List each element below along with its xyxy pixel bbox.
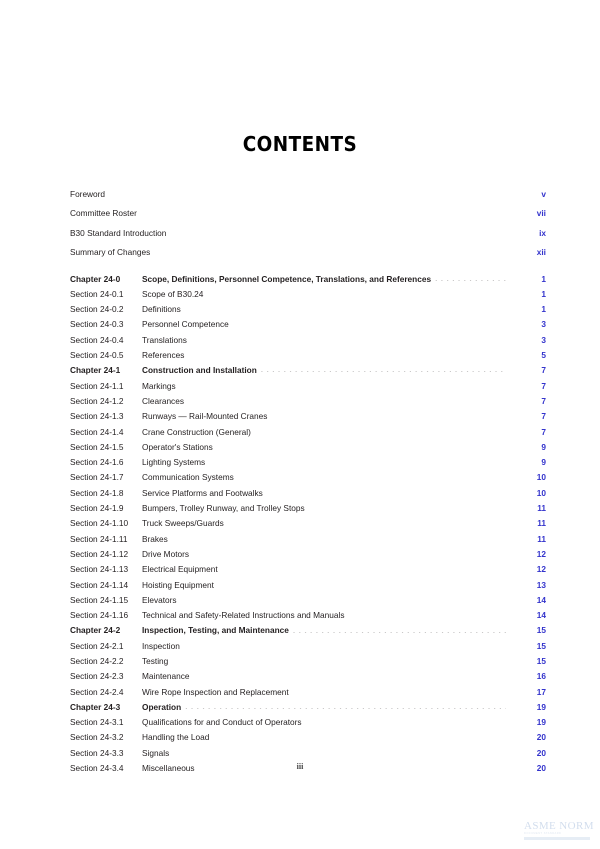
toc-entry-title: Drive Motors	[142, 548, 190, 559]
toc-page-number[interactable]: 9	[541, 441, 546, 452]
toc-entry-label: Chapter 24-1	[70, 365, 121, 376]
toc-dot-leader	[435, 280, 506, 281]
toc-entry-title: Scope of B30.24	[142, 288, 204, 299]
toc-dot-leader	[293, 632, 506, 633]
toc-page-number[interactable]: 19	[536, 701, 546, 712]
toc-entry-title: Definitions	[142, 304, 181, 315]
toc-section-row[interactable]	[70, 608, 546, 623]
toc-section-row[interactable]	[70, 532, 546, 547]
toc-dot-leader	[170, 234, 506, 235]
toc-entry-title: Inspection, Testing, and Maintenance	[142, 625, 289, 636]
toc-entry-title: Operation	[142, 701, 182, 712]
toc-section-row[interactable]	[70, 486, 546, 501]
toc-page-number[interactable]: xii	[536, 247, 546, 258]
section-spacer	[70, 263, 546, 272]
toc-entry-label: Section 24-1.3	[70, 411, 124, 422]
toc-dot-leader	[293, 693, 506, 694]
watermark-subtitle: DOCUMENT STANDARD	[524, 832, 562, 835]
toc-chapter-row[interactable]	[70, 272, 546, 287]
toc-page-number[interactable]: 5	[541, 350, 546, 361]
toc-dot-leader	[141, 215, 506, 216]
toc-entry-title: Foreword	[70, 189, 106, 199]
toc-dot-leader	[228, 524, 506, 525]
toc-page-number[interactable]: 15	[536, 625, 546, 636]
toc-page-number[interactable]: 11	[537, 518, 546, 529]
toc-entry-label: Section 24-3.2	[70, 732, 124, 743]
toc-section-row[interactable]	[70, 746, 546, 761]
toc-dot-leader	[255, 433, 506, 434]
toc-entry-label: Section 24-3.4	[70, 763, 124, 774]
toc-page-number[interactable]: 20	[536, 732, 546, 743]
toc-entry-label: Section 24-1.14	[70, 579, 129, 590]
toc-dot-leader	[222, 570, 506, 571]
table-of-contents	[70, 185, 546, 776]
toc-entry-label: Section 24-1.5	[70, 441, 124, 452]
toc-dot-leader	[193, 555, 506, 556]
toc-entry-title: Operator's Stations	[142, 441, 213, 452]
folio-page-number: iii	[296, 762, 304, 771]
toc-page-number[interactable]: 20	[536, 747, 546, 758]
toc-entry-label: Section 24-1.6	[70, 457, 124, 468]
toc-section-row[interactable]	[70, 470, 546, 485]
toc-entry-title: Service Platforms and Footwalks	[142, 487, 263, 498]
toc-entry-title: Qualifications for and Conduct of Operators	[142, 717, 302, 728]
toc-dot-leader	[180, 387, 506, 388]
toc-entry-label: Section 24-1.15	[70, 594, 129, 605]
toc-section-row[interactable]	[70, 639, 546, 654]
toc-entry-title: Markings	[142, 380, 176, 391]
toc-page-number[interactable]: 7	[541, 365, 546, 376]
toc-entry-title: Maintenance	[142, 671, 190, 682]
toc-page-number[interactable]: 3	[541, 319, 546, 330]
toc-entry-label: Section 24-1.8	[70, 487, 124, 498]
toc-chapter-row[interactable]	[70, 623, 546, 638]
toc-section-row[interactable]	[70, 317, 546, 332]
toc-entry-title: Hoisting Equipment	[142, 579, 214, 590]
toc-entry-label: Section 24-3.1	[70, 717, 124, 728]
toc-dot-leader	[209, 463, 506, 464]
toc-entry-label: Section 24-2.2	[70, 655, 124, 666]
chapter-section-list	[70, 272, 546, 777]
toc-page-number[interactable]: 1	[541, 273, 546, 284]
toc-chapter-row[interactable]	[70, 363, 546, 378]
toc-dot-leader	[185, 708, 506, 709]
toc-entry-title: Crane Construction (General)	[142, 426, 251, 437]
toc-page-number[interactable]: 14	[536, 594, 546, 605]
toc-dot-leader	[261, 371, 506, 372]
toc-section-row[interactable]	[70, 669, 546, 684]
toc-dot-leader	[188, 356, 506, 357]
toc-entry-title: Construction and Installation	[142, 365, 257, 376]
toc-front-matter-row[interactable]	[70, 243, 546, 262]
toc-dot-leader	[213, 739, 506, 740]
toc-section-row[interactable]	[70, 562, 546, 577]
toc-page-number[interactable]: 7	[541, 426, 546, 437]
toc-page-number[interactable]: 10	[536, 472, 546, 483]
toc-page-number[interactable]: 12	[536, 548, 546, 559]
toc-entry-title: Truck Sweeps/Guards	[142, 518, 224, 529]
toc-section-row[interactable]	[70, 516, 546, 531]
toc-entry-title: Translations	[142, 334, 187, 345]
toc-entry-label: Section 24-1.1	[70, 380, 124, 391]
toc-page-number[interactable]: ix	[539, 227, 546, 238]
toc-section-row[interactable]	[70, 440, 546, 455]
toc-page-number[interactable]: 1	[541, 288, 546, 299]
toc-entry-title: Lighting Systems	[142, 457, 206, 468]
toc-page-number[interactable]: vii	[536, 208, 546, 219]
toc-chapter-row[interactable]	[70, 700, 546, 715]
toc-dot-leader	[181, 601, 506, 602]
front-matter-list	[70, 185, 546, 263]
toc-dot-leader	[271, 417, 506, 418]
toc-entry-label: Section 24-0.3	[70, 319, 124, 330]
toc-section-row[interactable]	[70, 379, 546, 394]
toc-page-number[interactable]: 15	[536, 655, 546, 666]
toc-section-row[interactable]	[70, 394, 546, 409]
toc-entry-title: Brakes	[142, 533, 168, 544]
toc-entry-label: Section 24-0.2	[70, 304, 124, 315]
toc-section-row[interactable]	[70, 455, 546, 470]
toc-dot-leader	[188, 402, 506, 403]
toc-entry-label: Section 24-1.4	[70, 426, 124, 437]
toc-dot-leader	[172, 662, 506, 663]
toc-page-number[interactable]: 1	[541, 304, 546, 315]
toc-page-number[interactable]: 12	[536, 564, 546, 575]
toc-section-row[interactable]	[70, 715, 546, 730]
toc-entry-title: Signals	[142, 747, 170, 758]
toc-entry-title: Clearances	[142, 395, 184, 406]
toc-page-number[interactable]: 11	[537, 503, 546, 514]
toc-section-row[interactable]	[70, 425, 546, 440]
toc-entry-title: Technical and Safety-Related Instructions and Manuals	[142, 610, 345, 621]
toc-dot-leader	[185, 310, 506, 311]
toc-front-matter-row[interactable]	[70, 185, 546, 204]
toc-entry-title: Runways — Rail-Mounted Cranes	[142, 411, 268, 422]
toc-entry-title: Communication Systems	[142, 472, 234, 483]
toc-dot-leader	[184, 647, 506, 648]
toc-section-row[interactable]	[70, 547, 546, 562]
toc-section-row[interactable]	[70, 409, 546, 424]
toc-entry-title: Bumpers, Trolley Runway, and Trolley Stops	[142, 503, 305, 514]
toc-entry-title: Personnel Competence	[142, 319, 229, 330]
toc-entry-title: Testing	[142, 655, 169, 666]
toc-page-number[interactable]: 7	[541, 380, 546, 391]
toc-front-matter-row[interactable]	[70, 224, 546, 243]
toc-entry-title: Miscellaneous	[142, 763, 195, 774]
toc-page-number[interactable]: 3	[541, 334, 546, 345]
toc-entry-label: Section 24-2.1	[70, 640, 124, 651]
toc-entry-label: Section 24-0.1	[70, 288, 124, 299]
toc-entry-label: Section 24-1.11	[70, 533, 128, 544]
toc-page-number[interactable]: 19	[536, 717, 546, 728]
toc-front-matter-row[interactable]	[70, 204, 546, 223]
asme-norm-watermark	[524, 820, 594, 846]
toc-entry-title: Inspection	[142, 640, 180, 651]
toc-dot-leader	[207, 295, 506, 296]
toc-section-row[interactable]	[70, 348, 546, 363]
toc-page-number[interactable]: 7	[541, 411, 546, 422]
toc-section-row[interactable]	[70, 578, 546, 593]
toc-entry-label: Section 24-0.4	[70, 334, 124, 345]
toc-page-number[interactable]: 9	[541, 457, 546, 468]
toc-entry-label: Chapter 24-2	[70, 625, 121, 636]
toc-dot-leader	[233, 326, 506, 327]
toc-dot-leader	[348, 616, 506, 617]
toc-entry-label: Section 24-1.16	[70, 610, 129, 621]
toc-entry-title: Committee Roster	[70, 208, 137, 219]
toc-entry-label: Section 24-1.7	[70, 472, 124, 483]
toc-entry-label: Section 24-2.4	[70, 686, 124, 697]
toc-section-row[interactable]	[70, 593, 546, 608]
watermark-rule	[524, 837, 590, 840]
toc-entry-label: Section 24-1.9	[70, 503, 124, 514]
toc-entry-label: Section 24-1.10	[70, 518, 129, 529]
toc-entry-label: Section 24-1.12	[70, 548, 129, 559]
toc-entry-label: Chapter 24-3	[70, 701, 121, 712]
toc-entry-label: Chapter 24-0	[70, 273, 121, 284]
toc-section-row[interactable]	[70, 302, 546, 317]
toc-dot-leader	[154, 253, 506, 254]
toc-page-number[interactable]: 7	[541, 395, 546, 406]
toc-entry-label: Section 24-0.5	[70, 350, 124, 361]
toc-page-number[interactable]: 11	[537, 533, 546, 544]
toc-entry-title: Summary of Changes	[70, 247, 151, 258]
toc-entry-title: Wire Rope Inspection and Replacement	[142, 686, 289, 697]
toc-entry-label: Section 24-1.2	[70, 395, 124, 406]
toc-dot-leader	[267, 494, 506, 495]
toc-entry-title: Handling the Load	[142, 732, 210, 743]
toc-entry-label: Section 24-1.13	[70, 564, 129, 575]
toc-dot-leader	[194, 677, 506, 678]
toc-section-row[interactable]	[70, 333, 546, 348]
toc-section-row[interactable]	[70, 685, 546, 700]
toc-dot-leader	[191, 341, 506, 342]
toc-dot-leader	[109, 195, 506, 196]
toc-page-number[interactable]: 20	[536, 763, 546, 774]
toc-dot-leader	[172, 540, 506, 541]
toc-dot-leader	[173, 754, 506, 755]
toc-entry-label: Section 24-3.3	[70, 747, 124, 758]
toc-page-number[interactable]: 17	[536, 686, 546, 697]
toc-section-row[interactable]	[70, 287, 546, 302]
toc-section-row[interactable]	[70, 501, 546, 516]
toc-dot-leader	[217, 448, 506, 449]
toc-entry-title: References	[142, 350, 185, 361]
toc-dot-leader	[309, 509, 506, 510]
toc-entry-title: Electrical Equipment	[142, 564, 218, 575]
toc-page-number[interactable]: 14	[536, 610, 546, 621]
toc-entry-label: Section 24-2.3	[70, 671, 124, 682]
toc-section-row[interactable]	[70, 654, 546, 669]
toc-page-number[interactable]: 13	[536, 579, 546, 590]
toc-entry-title: Scope, Definitions, Personnel Competence, Translations, and References	[142, 273, 432, 284]
toc-page-number[interactable]: 15	[536, 640, 546, 651]
toc-page-number[interactable]: 16	[536, 671, 546, 682]
toc-section-row[interactable]	[70, 730, 546, 745]
toc-entry-title: B30 Standard Introduction	[70, 227, 167, 238]
toc-page-number[interactable]: v	[541, 189, 546, 199]
toc-page-number[interactable]: 10	[536, 487, 546, 498]
toc-dot-leader	[218, 586, 506, 587]
toc-entry-title: Elevators	[142, 594, 177, 605]
watermark-title: ASME NORM	[524, 820, 594, 832]
toc-dot-leader	[306, 723, 506, 724]
toc-dot-leader	[238, 479, 506, 480]
page-title: CONTENTS	[242, 132, 358, 156]
